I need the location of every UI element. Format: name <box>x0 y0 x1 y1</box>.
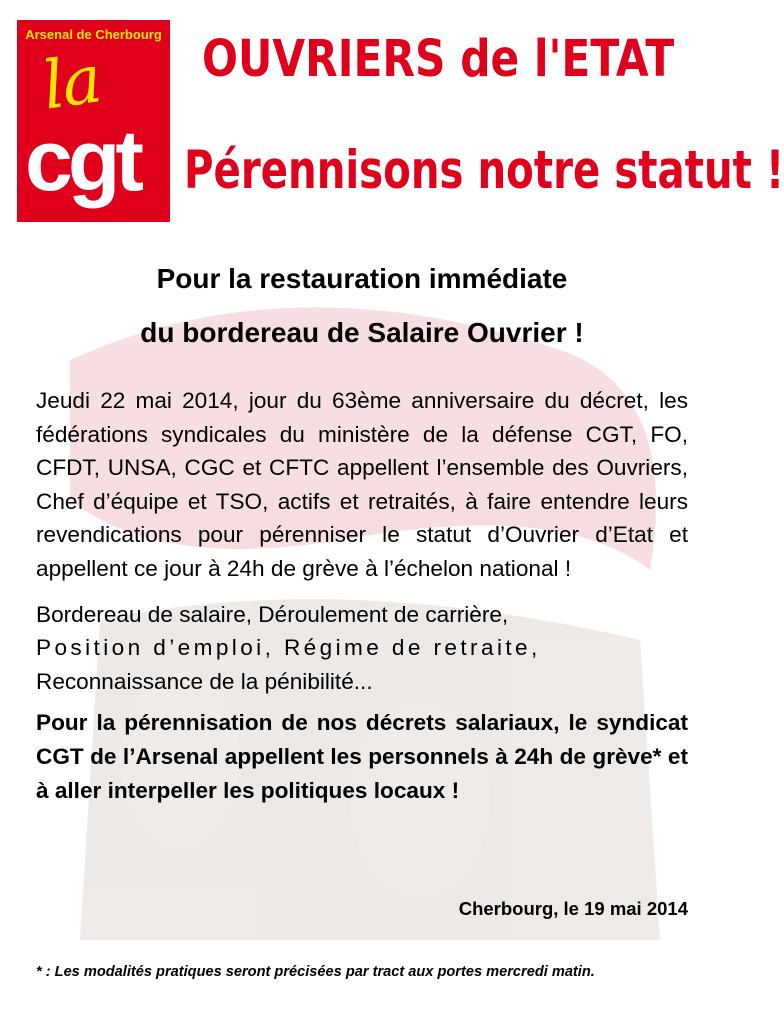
logo-la-text: la <box>37 40 105 125</box>
logo-cgt-text: cgt <box>25 113 139 209</box>
main-title-line2: Pérennisons notre statut ! <box>184 140 784 201</box>
footnote: * : Les modalités pratiques seront précisées par tract aux portes mercredi matin. <box>36 964 595 980</box>
body-paragraph-2 <box>36 598 688 699</box>
body-text <box>36 384 688 807</box>
body-paragraph-1: Jeudi 22 mai 2014, jour du 63ème anniversaire du décret, les fédérations syndicales du ministère de la défense CGT, FO, CFDT, UNSA, CGC et CFTC appellent l’ensemble des Ouvriers, Chef d’équipe et TSO, actifs et retraités, à faire entendre leurs revendications pour pérenniser le statut d’Ouvrier d’Etat et appellent ce jour à 24h de grève à l’échelon national ! <box>36 388 688 581</box>
subtitle <box>0 252 724 360</box>
paragraph-2-line-1: Bordereau de salaire, Déroulement de carrière, <box>36 601 509 627</box>
logo-arsenal-text: Arsenal de Cherbourg <box>25 27 162 42</box>
subtitle-line1: Pour la restauration immédiate <box>156 263 568 294</box>
subtitle-line2: du bordereau de Salaire Ouvrier ! <box>140 317 584 348</box>
paragraph-2-line-3: Reconnaissance de la pénibilité... <box>36 668 373 694</box>
cgt-logo <box>17 20 170 222</box>
main-title-line1: OUVRIERS de l'ETAT <box>202 30 675 89</box>
body-paragraph-3: Pour la pérennisation de nos décrets salariaux, le syndicat CGT de l’Arsenal appellent les personnels à 24h de grève* et à aller interpeller les politiques locaux ! <box>36 710 688 803</box>
paragraph-2-line-2: Position d’emploi, Régime de retraite, <box>36 635 541 661</box>
date-line: Cherbourg, le 19 mai 2014 <box>458 898 688 919</box>
